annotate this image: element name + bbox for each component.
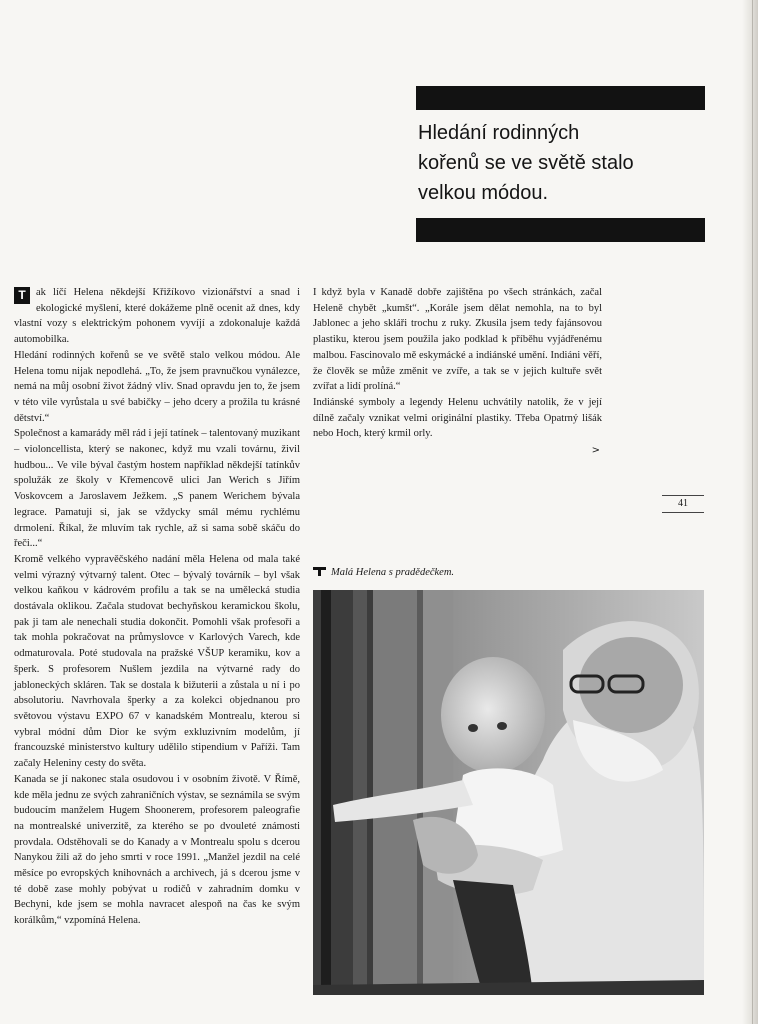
pull-quote-text bbox=[416, 116, 705, 212]
article-column-left bbox=[14, 285, 300, 929]
article-paragraph: Indiánské symboly a legendy Helenu uchvátily natolik, že v její dílně začaly vznikat velmi originální plastiky. Třeba Opatrný lišák nebo Hoch, který krmil orly. bbox=[313, 396, 602, 440]
paragraph-text: ak líčí Helena někdejší Křižíkovo vizionářství a snad i ekologické myšlení, které dokážeme plně ocenit až dnes, kdy vlastní vozy s elektrickým pohonem vyvíjí a zdokonaluje každá automobilka. bbox=[14, 287, 300, 346]
article-paragraph bbox=[14, 285, 300, 348]
article-paragraph: Kanada se jí nakonec stala osudovou i v osobním životě. V Římě, kde měla jednu ze svých zahraničních výstav, se seznámila se svým budoucím manželem Hugem Shoonerem, profesorem paleografie na montrealské univerzitě, za kterého se po dvouleté známosti provdala. Odstěhovali se do Kanady a v Montrealu spolu s dcerou Nanykou žili až do jeho smrti v roce 1991. „Manžel jezdil na celé měsíce po evropských knihovnách a archivech, já s dcerou jsme v té době zase mohly pobývat u rodičů v zahradním domku v Bechyni, kde jsem se mohla navracet alespoň na čas ke svým korálkům,“ vzpomíná Helena. bbox=[14, 773, 300, 927]
caption-marker-icon bbox=[313, 567, 326, 576]
pull-quote bbox=[416, 86, 705, 242]
article-paragraph: Hledání rodinných kořenů se ve světě stalo velkou módou. Ale Helena tomu nijak nepodlehá. „To, že jsem pravnučkou vynálezce, nemá na můj osobní život žádný vliv. Snad opravdu jen to, že jsem v této vile vyrůstala u své babičky – jeho dcery a prožila tu krásné dětství.“ bbox=[14, 349, 300, 424]
article-column-right bbox=[313, 285, 602, 459]
page-number: 41 bbox=[662, 495, 704, 513]
drop-cap: T bbox=[14, 287, 30, 304]
article-paragraph: I když byla v Kanadě dobře zajištěna po všech stránkách, začal Heleně chybět „kumšt“. „Korále jsem dělat nemohla, na to byl Jablonec a jeho skláři trochu z ruky. Zkusila jsem tedy fajánsovou plastiku, kterou jsem použila jako podklad k příběhu vyjádřenému malbou. Fascinovalo mě eskymácké a indiánské umění. Indiáni věří, že člověk se může změnit ve zvíře, a tak se v jejich kultuře svět zvířat a lidí prolíná.“ bbox=[313, 287, 602, 393]
pull-quote-line: velkou módou. bbox=[418, 182, 549, 204]
photo-caption bbox=[313, 566, 454, 578]
photo-illustration bbox=[313, 590, 704, 995]
pull-quote-top-bar bbox=[416, 86, 705, 110]
family-photo bbox=[313, 590, 704, 995]
continue-arrow-icon: > bbox=[591, 445, 600, 457]
article-paragraph: Kromě velkého vypravěčského nadání měla Helena od mala také velmi výrazný výtvarný talent. Otec – bývalý továrník – byl však velkou kaňkou v kádrovém profilu a tak se na umělecká studia dostávala oklikou. Začala studovat bechyňskou keramickou školu, pak ji tam ale nenechali studia dokončit. Pomohli však profesoři a tak mohla pokračovat na průmyslovce v Karlových Varech, kde odmaturovala. Poté studovala na pražské VŠUP keramiku, kov a šperk. S profesorem Nušlem jezdila na výtvarné rady do jabloneckých skláren. Tak se dostala k bižuterii a zůstala u ní i po absolutoriu. Navrhovala šperky a za kolekci objednanou pro světovou výstavu EXPO 67 v kanadském Montrealu, kterou si vybral módní dům Dior ke svým exkluzivním modelům, jí francouzské ministerstvo kultury udělilo stipendium v Paříži. Tam začaly Heleniny cesty do světa. bbox=[14, 553, 300, 770]
pull-quote-bottom-bar bbox=[416, 218, 705, 242]
pull-quote-line: Hledání rodinných bbox=[418, 122, 580, 144]
pull-quote-line: kořenů se ve světě stalo bbox=[418, 152, 634, 174]
photo-caption-text: Malá Helena s pradědečkem. bbox=[331, 567, 455, 578]
page-edge bbox=[742, 0, 758, 1024]
article-paragraph: Společnost a kamarády měl rád i její tatínek – talentovaný muzikant – violoncellista, který se nakonec, když mu vzali továrnu, živil hudbou... Ve vile býval častým hostem například někdejší tatínkův spolužák ze školy v Křemencově ulici Jan Werich s Jiřím Voskovcem a Jaroslavem Ježkem. „S panem Werichem bývala legrace. Pamatuji si, jak se vždycky smál mému rychlému drmolení. Říkal, že mluvím tak rychle, až si sama sobě skáču do řeči...“ bbox=[14, 428, 300, 550]
